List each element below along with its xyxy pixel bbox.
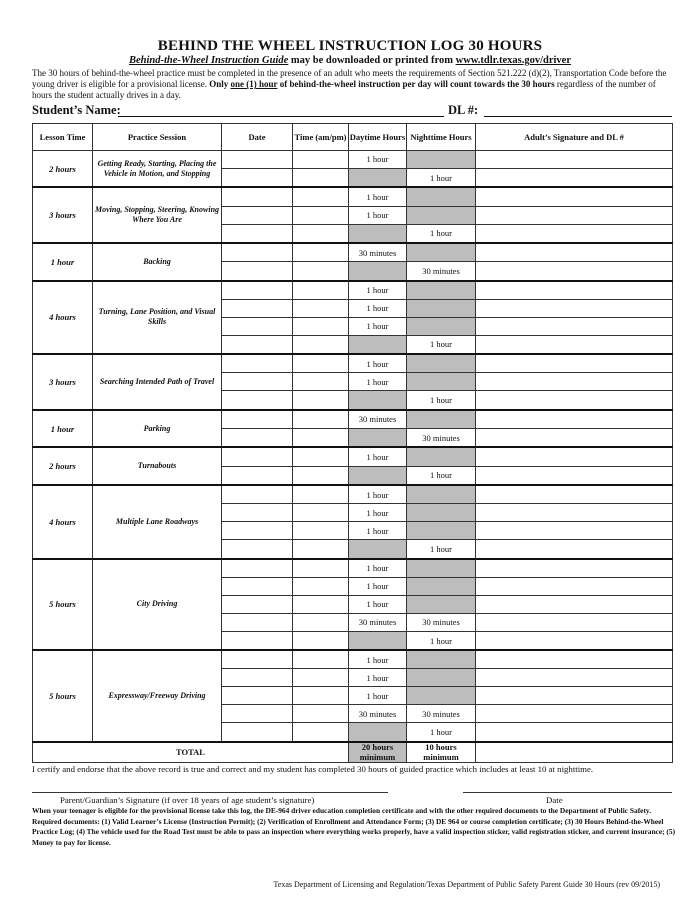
daytime-hours-cell	[349, 723, 407, 742]
daytime-hours-cell	[349, 540, 407, 559]
header-practice-session: Practice Session	[93, 124, 222, 151]
date-cell[interactable]	[222, 540, 293, 559]
time-cell[interactable]	[293, 373, 349, 391]
adult-signature-cell[interactable]	[476, 224, 673, 243]
time-cell[interactable]	[293, 669, 349, 687]
date-cell[interactable]	[222, 613, 293, 631]
date-cell[interactable]	[222, 151, 293, 169]
nighttime-hours-cell	[407, 299, 476, 317]
daytime-hours-cell: 30 minutes	[349, 243, 407, 262]
date-cell[interactable]	[222, 723, 293, 742]
adult-signature-cell[interactable]	[476, 613, 673, 631]
adult-signature-cell[interactable]	[476, 429, 673, 448]
nighttime-hours-cell	[407, 577, 476, 595]
date-cell[interactable]	[222, 187, 293, 206]
adult-signature-cell[interactable]	[476, 151, 673, 169]
nighttime-hours-cell: 30 minutes	[407, 705, 476, 723]
date-cell[interactable]	[222, 466, 293, 485]
daytime-hours-cell: 1 hour	[349, 595, 407, 613]
header-daytime-hours: Daytime Hours	[349, 124, 407, 151]
time-cell[interactable]	[293, 466, 349, 485]
time-cell[interactable]	[293, 447, 349, 466]
intro-text: The 30 hours of behind-the-wheel practice must be completed in the presence of an adult who meets the requirements of Section 521.222 (d)(2), Transportation Code before the young driver is eligible for a provisional license.	[32, 68, 667, 89]
date-line[interactable]	[463, 792, 672, 793]
adult-signature-cell[interactable]	[476, 168, 673, 187]
time-cell[interactable]	[293, 168, 349, 187]
date-cell[interactable]	[222, 705, 293, 723]
nighttime-hours-cell	[407, 151, 476, 169]
nighttime-hours-cell	[407, 187, 476, 206]
time-cell[interactable]	[293, 631, 349, 650]
table-body	[33, 151, 673, 743]
daytime-hours-cell	[349, 262, 407, 281]
nighttime-hours-cell: 1 hour	[407, 391, 476, 410]
date-cell[interactable]	[222, 281, 293, 300]
subtitle-text: may be downloaded or printed from	[290, 55, 453, 66]
adult-signature-cell[interactable]	[476, 595, 673, 613]
adult-signature-cell[interactable]	[476, 631, 673, 650]
daytime-hours-cell: 1 hour	[349, 522, 407, 540]
adult-signature-cell[interactable]	[476, 187, 673, 206]
adult-signature-cell[interactable]	[476, 723, 673, 742]
practice-session-cell: Multiple Lane Roadways	[93, 485, 222, 559]
date-cell[interactable]	[222, 206, 293, 224]
daytime-hours-cell	[349, 631, 407, 650]
date-cell[interactable]	[222, 373, 293, 391]
nighttime-hours-cell	[407, 447, 476, 466]
daytime-hours-cell: 1 hour	[349, 187, 407, 206]
time-cell[interactable]	[293, 391, 349, 410]
nighttime-hours-cell: 1 hour	[407, 168, 476, 187]
time-cell[interactable]	[293, 224, 349, 243]
nighttime-hours-cell: 1 hour	[407, 335, 476, 354]
time-cell[interactable]	[293, 281, 349, 300]
header-time: Time (am/pm)	[293, 124, 349, 151]
time-cell[interactable]	[293, 262, 349, 281]
header-nighttime-hours: Nighttime Hours	[407, 124, 476, 151]
nighttime-hours-cell: 1 hour	[407, 466, 476, 485]
table-header-row	[33, 124, 673, 151]
daytime-hours-cell: 1 hour	[349, 687, 407, 705]
date-label: Date	[546, 795, 563, 805]
table-row	[33, 243, 673, 262]
date-cell[interactable]	[222, 410, 293, 429]
date-cell[interactable]	[222, 243, 293, 262]
daytime-hours-cell: 30 minutes	[349, 705, 407, 723]
total-daytime: 20 hours minimum	[349, 742, 407, 763]
time-cell[interactable]	[293, 613, 349, 631]
lesson-time-cell: 4 hours	[33, 485, 93, 559]
date-cell[interactable]	[222, 224, 293, 243]
daytime-hours-cell	[349, 168, 407, 187]
dl-number-field[interactable]	[484, 116, 672, 117]
table-row	[33, 354, 673, 373]
daytime-hours-cell	[349, 224, 407, 243]
nighttime-hours-cell	[407, 410, 476, 429]
daytime-hours-cell	[349, 391, 407, 410]
daytime-hours-cell	[349, 335, 407, 354]
header-date: Date	[222, 124, 293, 151]
date-cell[interactable]	[222, 577, 293, 595]
total-signature-cell[interactable]	[476, 742, 673, 763]
date-cell[interactable]	[222, 299, 293, 317]
nighttime-hours-cell: 30 minutes	[407, 262, 476, 281]
total-nighttime: 10 hours minimum	[407, 742, 476, 763]
time-cell[interactable]	[293, 335, 349, 354]
adult-signature-cell[interactable]	[476, 504, 673, 522]
time-cell[interactable]	[293, 504, 349, 522]
table-row	[33, 151, 673, 169]
nighttime-hours-cell	[407, 687, 476, 705]
daytime-hours-cell: 1 hour	[349, 299, 407, 317]
guide-link[interactable]: Behind-the-Wheel Instruction Guide	[128, 55, 289, 66]
date-cell[interactable]	[222, 391, 293, 410]
adult-signature-cell[interactable]	[476, 391, 673, 410]
adult-signature-cell[interactable]	[476, 650, 673, 669]
nighttime-hours-cell: 1 hour	[407, 224, 476, 243]
date-cell[interactable]	[222, 595, 293, 613]
dl-number-label: DL #:	[448, 103, 479, 117]
table-row	[33, 485, 673, 504]
page-footer: Texas Department of Licensing and Regulation/Texas Department of Public Safety Parent Guide 30 Hours (rev 09/2015)	[273, 880, 660, 889]
adult-signature-cell[interactable]	[476, 243, 673, 262]
date-cell[interactable]	[222, 631, 293, 650]
nighttime-hours-cell	[407, 522, 476, 540]
adult-signature-cell[interactable]	[476, 299, 673, 317]
daytime-hours-cell: 1 hour	[349, 151, 407, 169]
date-cell[interactable]	[222, 262, 293, 281]
adult-signature-cell[interactable]	[476, 687, 673, 705]
intro-paragraph	[32, 68, 672, 101]
adult-signature-cell[interactable]	[476, 373, 673, 391]
intro-end: regardless of the number of hours the student actually drives in a day.	[32, 79, 656, 100]
nighttime-hours-cell	[407, 485, 476, 504]
daytime-hours-cell: 1 hour	[349, 485, 407, 504]
lesson-time-cell: 2 hours	[33, 151, 93, 188]
parent-signature-line[interactable]	[32, 792, 388, 793]
nighttime-hours-cell: 1 hour	[407, 631, 476, 650]
adult-signature-cell[interactable]	[476, 559, 673, 578]
daytime-hours-cell: 1 hour	[349, 577, 407, 595]
time-cell[interactable]	[293, 243, 349, 262]
daytime-hours-cell: 1 hour	[349, 206, 407, 224]
adult-signature-cell[interactable]	[476, 317, 673, 335]
total-label: TOTAL	[33, 742, 349, 763]
adult-signature-cell[interactable]	[476, 281, 673, 300]
date-cell[interactable]	[222, 485, 293, 504]
practice-session-cell: Searching Intended Path of Travel	[93, 354, 222, 410]
lesson-time-cell: 1 hour	[33, 410, 93, 448]
date-cell[interactable]	[222, 168, 293, 187]
time-cell[interactable]	[293, 206, 349, 224]
adult-signature-cell[interactable]	[476, 485, 673, 504]
instruction-log-table	[32, 123, 673, 763]
time-cell[interactable]	[293, 410, 349, 429]
lesson-time-cell: 4 hours	[33, 281, 93, 355]
time-cell[interactable]	[293, 540, 349, 559]
daytime-hours-cell: 1 hour	[349, 317, 407, 335]
practice-session-cell: Expressway/Freeway Driving	[93, 650, 222, 742]
time-cell[interactable]	[293, 151, 349, 169]
time-cell[interactable]	[293, 595, 349, 613]
practice-session-cell: City Driving	[93, 559, 222, 651]
adult-signature-cell[interactable]	[476, 206, 673, 224]
student-name-label: Student’s Name:	[32, 103, 121, 117]
adult-signature-cell[interactable]	[476, 335, 673, 354]
daytime-hours-cell: 1 hour	[349, 650, 407, 669]
nighttime-hours-cell	[407, 669, 476, 687]
daytime-hours-cell: 1 hour	[349, 559, 407, 578]
intro-one-hour: one (1) hour	[230, 79, 278, 89]
nighttime-hours-cell	[407, 373, 476, 391]
date-cell[interactable]	[222, 669, 293, 687]
nighttime-hours-cell: 1 hour	[407, 540, 476, 559]
certification-statement: I certify and endorse that the above record is true and correct and my student has completed 30 hours of guided practice which includes at least 10 at nighttime.	[32, 764, 594, 774]
table-row	[33, 650, 673, 669]
time-cell[interactable]	[293, 705, 349, 723]
time-cell[interactable]	[293, 559, 349, 578]
time-cell[interactable]	[293, 687, 349, 705]
website-link[interactable]: www.tdlr.texas.gov/driver	[455, 55, 572, 66]
lesson-time-cell: 5 hours	[33, 650, 93, 742]
time-cell[interactable]	[293, 577, 349, 595]
time-cell[interactable]	[293, 723, 349, 742]
adult-signature-cell[interactable]	[476, 540, 673, 559]
nighttime-hours-cell	[407, 317, 476, 335]
table-row	[33, 187, 673, 206]
practice-session-cell: Turnabouts	[93, 447, 222, 485]
date-cell[interactable]	[222, 429, 293, 448]
lesson-time-cell: 2 hours	[33, 447, 93, 485]
parent-signature-label: Parent/Guardian’s Signature (if over 18 years of age student’s signature)	[60, 795, 315, 805]
student-info-row	[32, 103, 672, 119]
required-documents-notice: When your teenager is eligible for the provisional license take this log, the DE-964 driver education completion certificate and with the other required documents to the Department of Public Safety. Required documents: (1) Valid Learner’s License (Instruction Permit); (2) Verification of Enrollment and Attendance Form; (3) DE 964 or course completion certificate; (3) 30 Hours Behind-the-Wheel Practice Log; (4) The vehicle used for the Road Test must be able to pass an inspection where everything works properly, have a valid inspection sticker, valid registration sticker, and current insurance; (5) Money to pay for license.	[32, 806, 676, 847]
nighttime-hours-cell	[407, 354, 476, 373]
student-name-field[interactable]	[118, 116, 444, 117]
header-adult-signature: Adult’s Signature and DL #	[476, 124, 673, 151]
adult-signature-cell[interactable]	[476, 262, 673, 281]
practice-session-cell: Parking	[93, 410, 222, 448]
date-cell[interactable]	[222, 317, 293, 335]
nighttime-hours-cell	[407, 281, 476, 300]
time-cell[interactable]	[293, 187, 349, 206]
nighttime-hours-cell: 30 minutes	[407, 429, 476, 448]
date-cell[interactable]	[222, 354, 293, 373]
adult-signature-cell[interactable]	[476, 354, 673, 373]
date-cell[interactable]	[222, 650, 293, 669]
total-row	[33, 742, 673, 763]
date-cell[interactable]	[222, 687, 293, 705]
daytime-hours-cell: 30 minutes	[349, 410, 407, 429]
adult-signature-cell[interactable]	[476, 466, 673, 485]
date-cell[interactable]	[222, 335, 293, 354]
adult-signature-cell[interactable]	[476, 447, 673, 466]
table-row	[33, 281, 673, 300]
nighttime-hours-cell: 1 hour	[407, 723, 476, 742]
date-cell[interactable]	[222, 447, 293, 466]
date-cell[interactable]	[222, 522, 293, 540]
nighttime-hours-cell	[407, 243, 476, 262]
lesson-time-cell: 1 hour	[33, 243, 93, 281]
nighttime-hours-cell	[407, 559, 476, 578]
table-row	[33, 447, 673, 466]
table-row	[33, 559, 673, 578]
daytime-hours-cell	[349, 429, 407, 448]
date-cell[interactable]	[222, 559, 293, 578]
practice-session-cell: Getting Ready, Starting, Placing the Vehicle in Motion, and Stopping	[93, 151, 222, 188]
time-cell[interactable]	[293, 317, 349, 335]
table-row	[33, 410, 673, 429]
daytime-hours-cell: 1 hour	[349, 504, 407, 522]
adult-signature-cell[interactable]	[476, 577, 673, 595]
time-cell[interactable]	[293, 429, 349, 448]
page-title: BEHIND THE WHEEL INSTRUCTION LOG 30 HOURS	[157, 38, 543, 54]
practice-session-cell: Backing	[93, 243, 222, 281]
guide-subtitle	[0, 55, 700, 66]
daytime-hours-cell: 1 hour	[349, 669, 407, 687]
practice-session-cell: Turning, Lane Position, and Visual Skills	[93, 281, 222, 355]
time-cell[interactable]	[293, 354, 349, 373]
time-cell[interactable]	[293, 650, 349, 669]
adult-signature-cell[interactable]	[476, 410, 673, 429]
daytime-hours-cell	[349, 466, 407, 485]
lesson-time-cell: 5 hours	[33, 559, 93, 651]
date-cell[interactable]	[222, 504, 293, 522]
header-lesson-time: Lesson Time	[33, 124, 93, 151]
lesson-time-cell: 3 hours	[33, 187, 93, 243]
daytime-hours-cell: 1 hour	[349, 354, 407, 373]
daytime-hours-cell: 1 hour	[349, 447, 407, 466]
time-cell[interactable]	[293, 522, 349, 540]
intro-only: Only	[209, 79, 229, 89]
nighttime-hours-cell	[407, 595, 476, 613]
daytime-hours-cell: 1 hour	[349, 281, 407, 300]
lesson-time-cell: 3 hours	[33, 354, 93, 410]
intro-rule: of behind-the-wheel instruction per day will count towards the 30 hours	[279, 79, 555, 89]
daytime-hours-cell: 30 minutes	[349, 613, 407, 631]
adult-signature-cell[interactable]	[476, 669, 673, 687]
time-cell[interactable]	[293, 299, 349, 317]
nighttime-hours-cell: 30 minutes	[407, 613, 476, 631]
practice-session-cell: Moving, Stopping, Steering, Knowing Where You Are	[93, 187, 222, 243]
nighttime-hours-cell	[407, 206, 476, 224]
time-cell[interactable]	[293, 485, 349, 504]
adult-signature-cell[interactable]	[476, 522, 673, 540]
nighttime-hours-cell	[407, 504, 476, 522]
adult-signature-cell[interactable]	[476, 705, 673, 723]
daytime-hours-cell: 1 hour	[349, 373, 407, 391]
nighttime-hours-cell	[407, 650, 476, 669]
